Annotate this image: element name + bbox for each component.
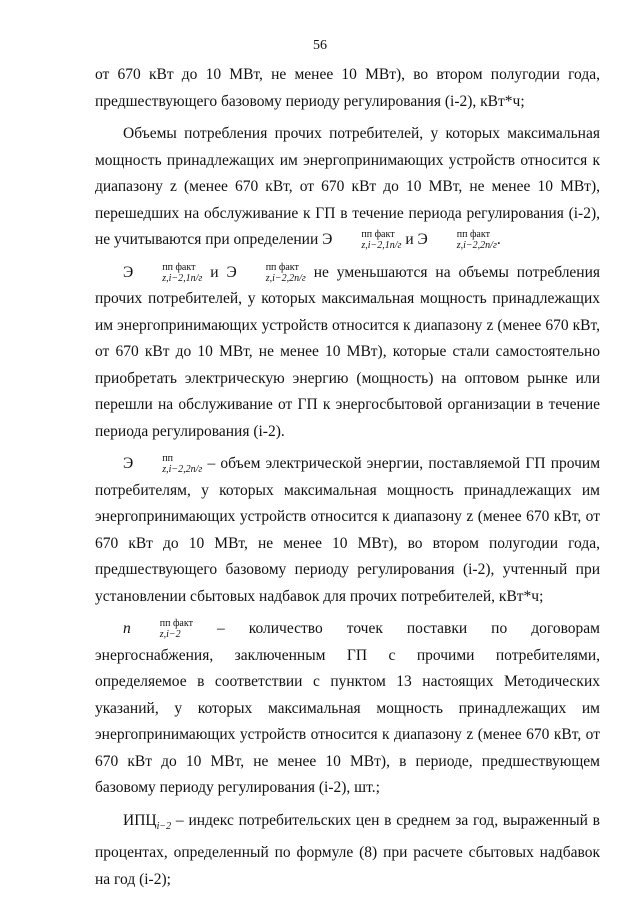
symbol-e-pp-fakt-1pg: Э пп факт z,i−2,1п/г	[322, 229, 402, 252]
symbol-ipc: $ИПЦ_{i-2}$	[123, 811, 172, 832]
paragraph-2-text: Объемы потребления прочих потребителей, у которых максимальная мощность принадлежащих им энергопринимающих устройств относится к диапазону z (менее 670 кВт, от 670 кВт до 10 МВт, не менее 10 МВт), перешедших на обслуживание к ГП в течение периода регулирования (i-2), не учитываются при определении	[95, 125, 600, 248]
paragraph-4	[95, 451, 600, 610]
paragraph-6-text: – индекс потребительских цен в среднем за год, выраженный в процентах, определенный по формуле (8) при расчете сбытовых надбавок на год (i-2);	[95, 811, 601, 888]
paragraph-4-text: – объем электрической энергии, поставляемой ГП прочим потребителям, у которых максимальная мощность принадлежащих им энергопринимающих устройств относится к диапазону z (менее 670 кВт, от 670 кВт до 10 МВт, не менее 10 МВт), во втором полугодии года, предшествующего базовому периоду регулирования (i-2), учтенный при установлении сбытовых надбавок для прочих потребителей, кВт*ч;	[95, 455, 600, 605]
page-number: 56	[313, 38, 327, 53]
paragraph-6	[95, 808, 600, 894]
symbol-e-pp-2pg: Э пп z,i−2,2п/г	[123, 453, 203, 476]
symbol-e-pp-fakt-1pg: Э пп факт z,i−2,1п/г	[123, 261, 203, 284]
paragraph-5-text: – количество точек поставки по договорам энергоснабжения, заключенным ГП с прочими потребителями, определяемое в соответствии с пунктом 13 настоящих Методических указаний, у которых максимальная мощность принадлежащих им энергопринимающих устройств относится к диапазону z (менее 670 кВт, от 670 кВт до 10 МВт, не менее 10 МВт), в периоде, предшествующем базовому периоду регулирования (i-2), шт.;	[95, 620, 600, 796]
document-body	[95, 62, 600, 899]
symbol-e-pp-fakt-2pg: Э пп факт z,i−2,2п/г	[417, 229, 497, 252]
paragraph-2: Объемы потребления прочих потребителей, у которых максимальная мощность принадлежащих им энергопринимающих устройств относится к диапазону z (менее 670 кВт, от 670 кВт до 10 МВт, не менее 10 МВт), перешедших на обслуживание к ГП в течение периода регулирования (i-2), не учитываются при определении Э пп факт z,i−2,1п/г и Э пп факт z,i−2,2п/г .	[95, 125, 600, 252]
paragraph-1: от 670 кВт до 10 МВт, не менее 10 МВт), во втором полугодии года, предшествующего базовому периоду регулирования (i-2), кВт*ч;	[95, 66, 600, 110]
symbol-n-pp-fakt: n пп факт z,i−2	[123, 618, 193, 641]
paragraph-3: Э пп факт z,i−2,1п/г и Э пп факт z,i−2,2п/г не уменьшаются на объемы потребления прочих потребителей, у которых максимальная мощность принадлежащих им энергопринимающих устройств относится к диапазону z (менее 670 кВт, от 670 кВт до 10 МВт, не менее 10 МВт), которые стали самостоятельно приобретать электрическую энергию (мощность) на оптовом рынке или перешли на обслуживание от ГП к энергосбытовой организации в течение периода регулирования (i-2).	[95, 261, 601, 440]
symbol-e-pp-fakt-2pg: Э пп факт z,i−2,2п/г	[226, 261, 306, 284]
paragraph-3-text: не уменьшаются на объемы потребления прочих потребителей, у которых максимальная мощность принадлежащих им энергопринимающих устройств относится к диапазону z (менее 670 кВт, от 670 кВт до 10 МВт, не менее 10 МВт), которые стали самостоятельно приобретать электрическую энергию (мощность) на оптовом рынке или перешли на обслуживание от ГП к энергосбытовой организации в течение периода регулирования (i-2).	[95, 263, 601, 440]
paragraph-5	[95, 616, 600, 802]
